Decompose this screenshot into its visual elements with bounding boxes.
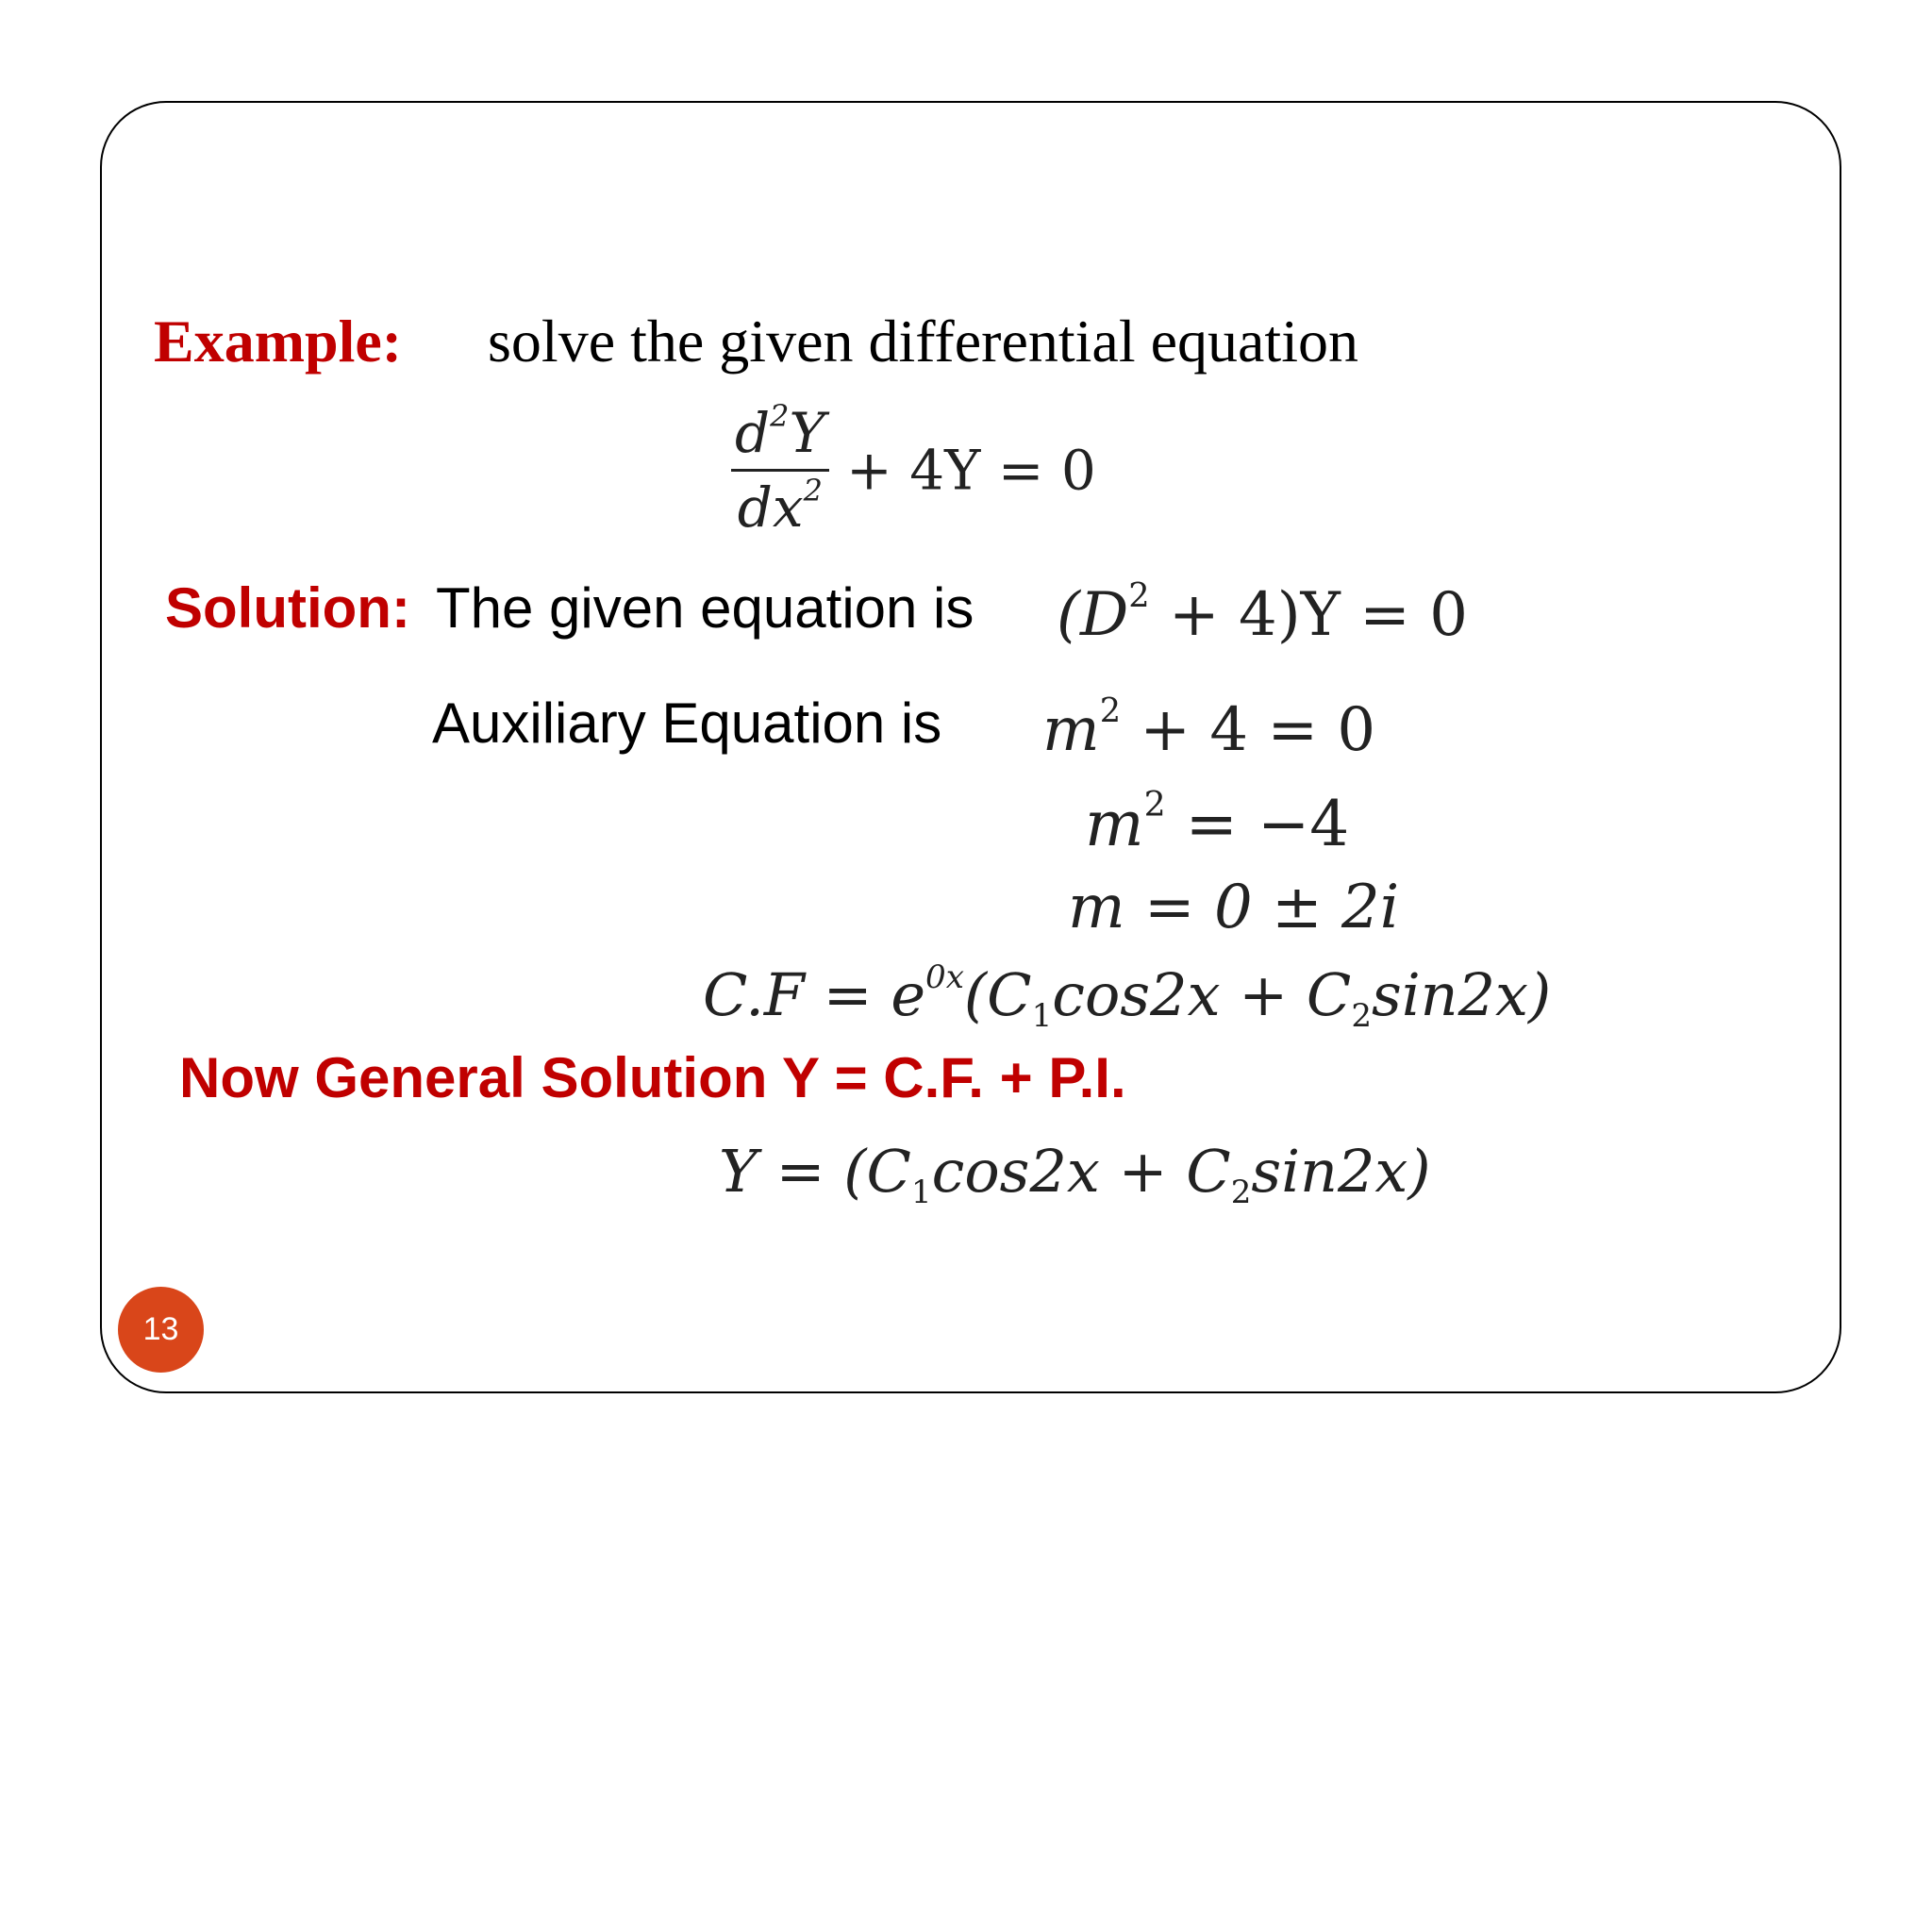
cf-part1: (C [963, 960, 1032, 1029]
final-solution [719, 1137, 1431, 1211]
final-part3: sin2x) [1251, 1137, 1431, 1206]
example-text: solve the given differential equation [488, 308, 1358, 375]
step1-base: m [1085, 788, 1144, 860]
numerator-exponent: 2 [770, 397, 790, 434]
given-eq-exponent: 2 [1128, 576, 1150, 616]
derivative-fraction [731, 397, 829, 540]
page-number-badge: 13 [118, 1287, 204, 1373]
aux-eq-rest: + 4 = 0 [1121, 695, 1376, 765]
solution-label: Solution: [165, 576, 410, 640]
step1-exponent: 2 [1143, 784, 1166, 825]
cf-part3: sin2x) [1372, 960, 1552, 1029]
aux-eq-exponent: 2 [1099, 691, 1122, 731]
numerator-var: Y [789, 401, 825, 465]
differential-equation [731, 397, 1096, 540]
auxiliary-equation [1042, 691, 1376, 765]
final-part1: Y = (C [719, 1137, 911, 1206]
denominator-exponent: 2 [803, 472, 823, 508]
cf-sub2: 2 [1351, 996, 1373, 1035]
solution-text: The given equation is [436, 576, 974, 640]
example-label: Example: [154, 308, 403, 375]
step-m-squared [1085, 784, 1350, 860]
given-equation [1057, 576, 1468, 650]
equation-rest: + 4Y = 0 [846, 438, 1096, 503]
numerator-d: d [735, 401, 771, 465]
given-eq-rest: + 4)Y = 0 [1149, 580, 1468, 650]
step-roots: m = 0 ± 2i [1068, 873, 1400, 942]
final-sub2: 2 [1230, 1173, 1252, 1211]
complementary-function [703, 958, 1552, 1035]
cf-part2: cos2x + C [1052, 960, 1352, 1029]
denominator-dx: dx [737, 475, 804, 540]
aux-eq-base: m [1042, 695, 1100, 765]
general-solution-heading: Now General Solution Y = C.F. + P.I. [179, 1046, 1126, 1109]
cf-exponent: 0x [925, 958, 964, 997]
cf-lhs: C.F = e [703, 960, 926, 1029]
final-part2: cos2x + C [931, 1137, 1231, 1206]
final-sub1: 1 [910, 1173, 932, 1211]
given-eq-open: (D [1057, 580, 1129, 650]
step1-rest: = −4 [1165, 788, 1350, 860]
cf-sub1: 1 [1031, 996, 1053, 1035]
auxiliary-text: Auxiliary Equation is [432, 691, 942, 755]
